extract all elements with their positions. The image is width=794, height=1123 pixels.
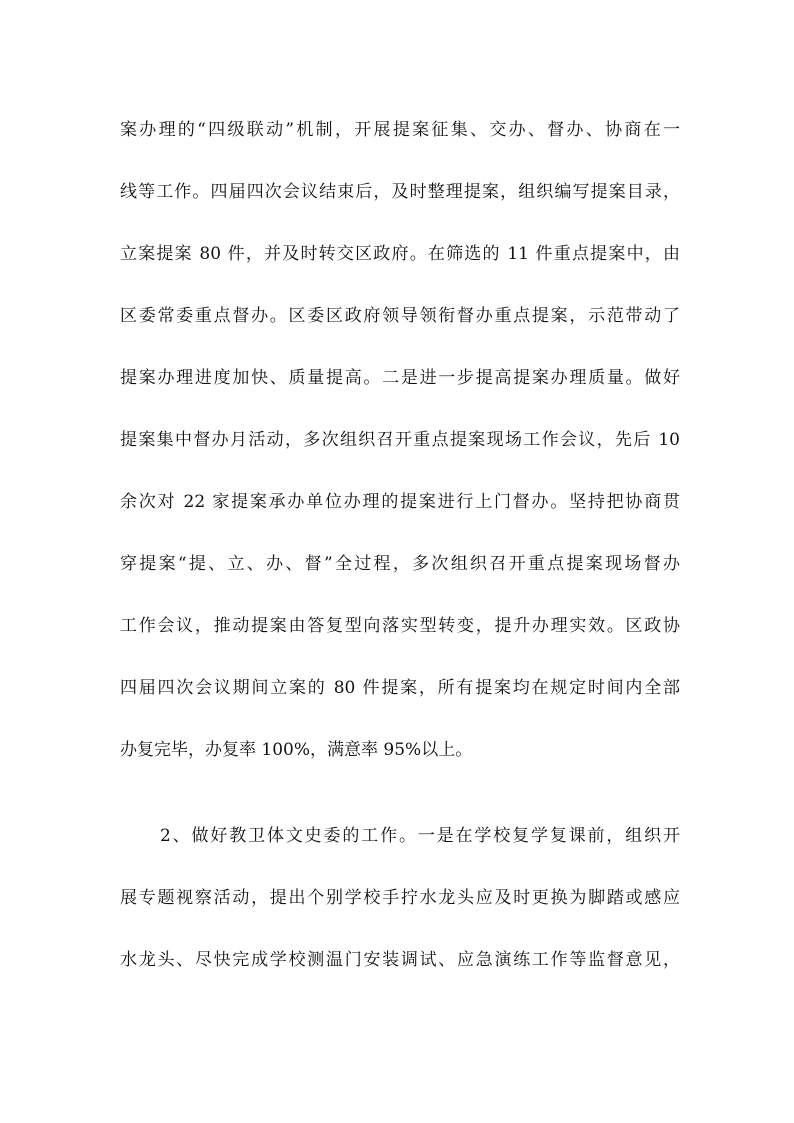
text-line: 案办理的“四级联动”机制，开展提案征集、交办、督办、协商在一 (120, 120, 680, 140)
text-line: 工作会议，推动提案由答复型向落实型转变，提升办理实效。区政协 (120, 616, 680, 636)
text-line: 立案提案 80 件，并及时转交区政府。在筛选的 11 件重点提案中，由 (120, 244, 680, 264)
text-line: 余次对 22 家提案承办单位办理的提案进行上门督办。坚持把协商贯 (120, 492, 680, 512)
text-line: 办复完毕，办复率 100%，满意率 95%以上。 (120, 740, 473, 760)
text-line: 提案办理进度加快、质量提高。二是进一步提高提案办理质量。做好 (120, 368, 680, 388)
text-line: 水龙头、尽快完成学校测温门安装调试、应急演练工作等监督意见， (120, 950, 680, 970)
text-line-indented: 2、做好教卫体文史委的工作。一是在学校复学复课前，组织开 (160, 826, 680, 846)
text-line: 区委常委重点督办。区委区政府领导领衔督办重点提案，示范带动了 (120, 306, 680, 326)
text-line: 线等工作。四届四次会议结束后，及时整理提案，组织编写提案目录， (120, 182, 680, 202)
text-line: 展专题视察活动，提出个别学校手拧水龙头应及时更换为脚踏或感应 (120, 888, 680, 908)
text-line: 提案集中督办月活动，多次组织召开重点提案现场工作会议，先后 10 (120, 430, 680, 450)
text-line: 穿提案“提、立、办、督”全过程，多次组织召开重点提案现场督办 (120, 554, 680, 574)
text-line: 四届四次会议期间立案的 80 件提案，所有提案均在规定时间内全部 (120, 678, 680, 698)
